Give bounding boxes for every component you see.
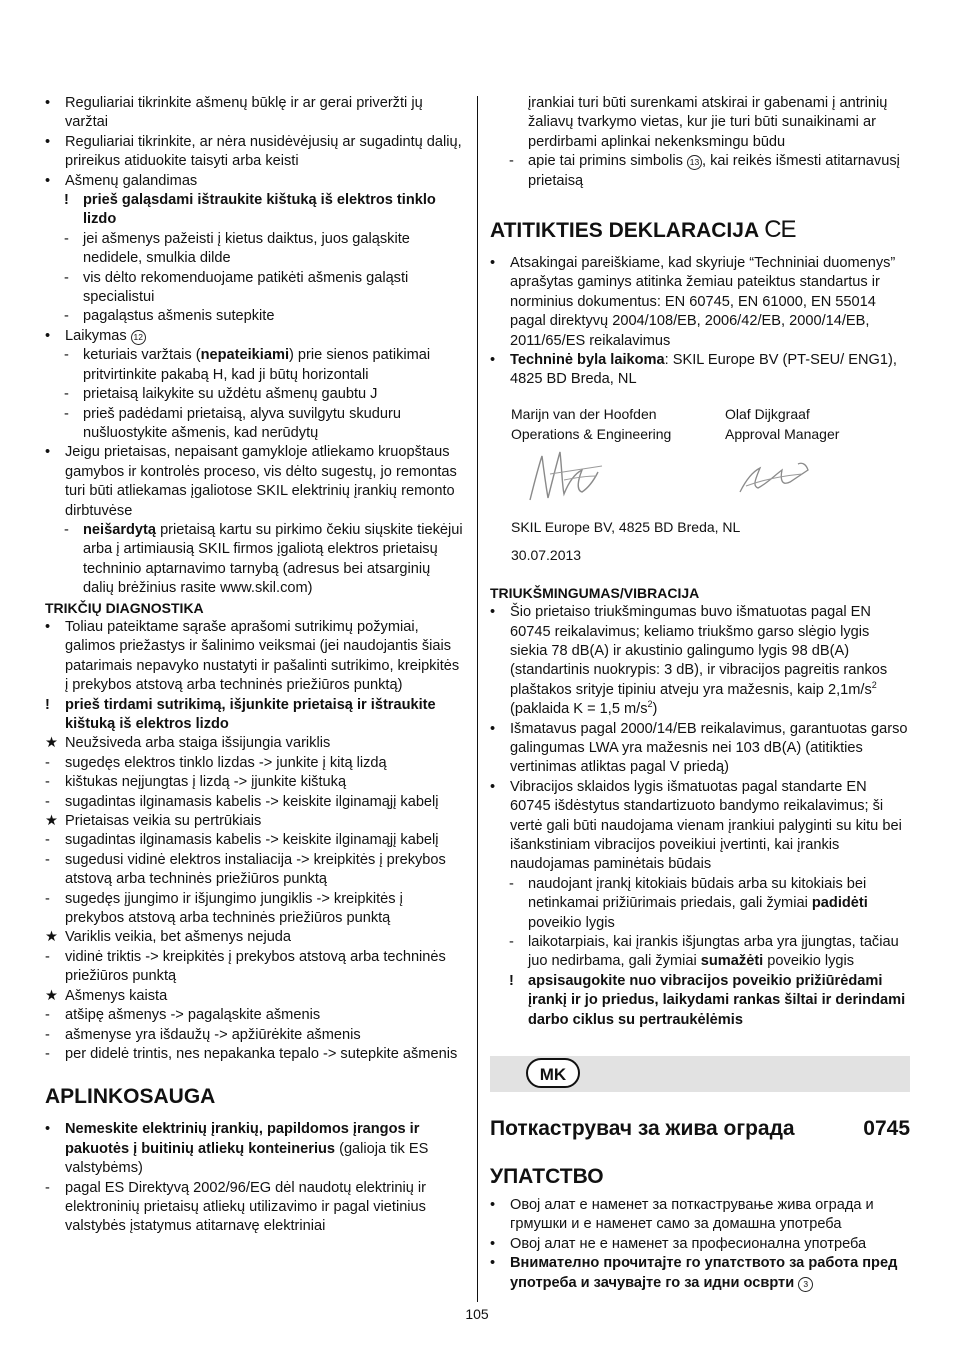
list-item bbox=[490, 1196, 910, 1235]
language-badge: MK bbox=[526, 1058, 580, 1088]
item-text: Reguliariai tikrinkite ašmenų būklę ir ar gerai priveržti jų varžtai bbox=[65, 95, 423, 131]
page-number: 105 bbox=[465, 1306, 489, 1322]
mk-manual-heading bbox=[490, 1164, 910, 1190]
bullet-mark: • bbox=[490, 778, 496, 795]
item-text: Reguliariai tikrinkite, ar nėra nusidėvėjusių ar sugadintų dalių, prireikus atiduokite taisyti arba keisti bbox=[65, 133, 462, 170]
item-text: Laikymas bbox=[65, 327, 127, 344]
sub-text: ašmenyse yra išdaužų -> apžiūrėkite ašmenis bbox=[65, 1026, 361, 1043]
dash-mark: - bbox=[64, 269, 69, 286]
declaration-heading bbox=[490, 217, 910, 244]
ce-mark-icon: CE bbox=[764, 216, 796, 244]
list-item bbox=[45, 618, 465, 696]
list-item bbox=[45, 443, 465, 521]
star-mark: ★ bbox=[45, 929, 59, 946]
symptom-text: Ašmenys kaista bbox=[65, 987, 168, 1004]
figure-ref-13: 13 bbox=[687, 155, 702, 170]
sub-text: sugadintas ilginamasis kabelis -> keiskite ilginamąjį kabelį bbox=[65, 793, 439, 810]
list-item bbox=[490, 1254, 910, 1293]
superscript: 2 bbox=[871, 679, 877, 690]
item-text-bold: Внимателно прочитајте го упатството за работа пред употреба и зачувајте го за идни осврти bbox=[510, 1255, 898, 1291]
figure-ref-12: 12 bbox=[131, 330, 146, 345]
bullet-mark: • bbox=[45, 1121, 51, 1138]
sub-text: sugedusi vidinė elektros instaliacija -> kreipkitės į prekybos atstovą arba techninės priežiūros punktą bbox=[65, 851, 446, 888]
sub-item bbox=[45, 890, 465, 929]
list-item bbox=[490, 351, 910, 390]
item-text: Овој алат не е наменет за професионална употреба bbox=[510, 1235, 867, 1252]
dash-mark: - bbox=[64, 386, 69, 403]
item-text: Vibracijos sklaidos lygis išmatuotas pagal standarte EN 60745 išdėstytus standartizuoto bandymo reikalavimus; ši vertė gali būti naudojama vienam įrankiui palyginti su kitu bei išankstiniam vibracijos poveikiui įvertinti, kai įrankis naudojamas paminėtais būdais bbox=[510, 778, 902, 873]
sub-text: apie tai primins simbolis bbox=[528, 153, 683, 170]
symptom-item bbox=[45, 987, 465, 1006]
sub-text-bold: neišardytą bbox=[83, 521, 157, 538]
symptom-item bbox=[45, 928, 465, 947]
declaration-title: ATITIKTIES DEKLARACIJA bbox=[490, 219, 759, 243]
list-item bbox=[45, 327, 465, 346]
mk-model-number: 0745 bbox=[863, 1117, 910, 1141]
dash-mark: - bbox=[64, 521, 69, 538]
sub-text: sugedęs įjungimo ir išjungimo jungiklis -> kreipkitės į prekybos atstovą arba techninės priežiūros punktą bbox=[65, 890, 403, 927]
star-mark: ★ bbox=[45, 813, 59, 830]
sub-text: vis dėlto rekomenduojame patikėti ašmenis galąsti specialistui bbox=[83, 269, 409, 306]
bullet-mark: • bbox=[45, 327, 51, 344]
sub-item bbox=[45, 307, 465, 326]
sub-item bbox=[45, 754, 465, 773]
noise-heading: TRIUKŠMINGUMAS/VIBRACIJA bbox=[490, 584, 700, 601]
dash-mark: - bbox=[64, 230, 69, 247]
sub-text: , kai reikės išmesti atitarnavusį prietaisą bbox=[528, 153, 900, 189]
warning-text: prieš tirdami sutrikimą, išjunkite prietaisą ir ištraukite kištuką iš elektros lizdo bbox=[65, 696, 436, 732]
item-text: Toliau pateiktame sąraše aprašomi sutrikimų požymiai, galimos priežastys ir šalinimo veiksmai (jei naudojantis šiais patarimais nepavyko nustatyti ir pašalinti sutrikimo, kreipkitės į prekybos atstovą arba techninės priežiūros punktą) bbox=[65, 618, 460, 694]
list-item bbox=[45, 172, 465, 191]
sub-text: poveikio lygis bbox=[763, 953, 855, 970]
star-mark: ★ bbox=[45, 987, 59, 1004]
figure-ref-3: 3 bbox=[798, 1277, 813, 1292]
bullet-mark: • bbox=[45, 444, 51, 461]
sub-item bbox=[45, 851, 465, 890]
list-item bbox=[45, 94, 465, 133]
sub-text-bold: nepateikiami bbox=[200, 347, 290, 364]
sub-text: prietaisą laikykite su uždėtu ašmenų gaubtu J bbox=[83, 386, 378, 403]
dash-mark: - bbox=[45, 1045, 50, 1062]
signatory-2-name: Olaf Dijkgraaf bbox=[725, 405, 810, 422]
bullet-mark: • bbox=[490, 1255, 496, 1272]
bullet-mark: • bbox=[45, 172, 51, 189]
list-item bbox=[45, 133, 465, 172]
sub-text: prieš padėdami prietaisą, alyva suvilgytu skuduru nušluostykite ašmenis, kad nerūdytų bbox=[83, 405, 401, 441]
sub-text: jei ašmenys pažeisti į kietus daiktus, juos galąskite nedidele, smulkia dilde bbox=[83, 230, 410, 267]
signatories-names bbox=[490, 404, 910, 424]
mk-manual-text: УПАТСТВО bbox=[490, 1165, 604, 1189]
sub-item bbox=[45, 1026, 465, 1045]
bullet-mark: • bbox=[490, 604, 496, 621]
sub-item bbox=[45, 521, 465, 599]
sub-item bbox=[45, 230, 465, 269]
symptom-text: Neužsiveda arba staiga išsijungia variklis bbox=[65, 735, 331, 752]
star-mark: ★ bbox=[45, 735, 59, 752]
warning-item bbox=[45, 191, 465, 230]
sub-text: vidinė triktis -> kreipkitės į prekybos atstovą arba techninės priežiūros punktą bbox=[65, 948, 446, 985]
item-text: Atsakingai pareiškiame, kad skyriuje “Techniniai duomenys” aprašytas gaminys atitinka žemiau pateiktus standartus ir norminius dokumentus: EN 60745, EN 61000, EN 55014 pagal direktyvų 2004/108/EB, 2006/42/EB, 2000/14/EB, 2011/65/ES reikalavimus bbox=[510, 255, 896, 349]
sub-text: keturiais varžtais ( bbox=[83, 347, 201, 364]
sub-item bbox=[45, 405, 465, 444]
dash-mark: - bbox=[64, 405, 69, 422]
dash-mark: - bbox=[45, 754, 50, 771]
list-item bbox=[490, 720, 910, 778]
sub-text: prietaisą kartu su pirkimo čekiu siųskite tiekėjui arba į artimiausią SKIL firmos įgaliotą elektros prietaisų techninio aptarnavimo tarnybą (adresus bei atsarginių dalių brėžinius rasite www.skil.com) bbox=[83, 521, 463, 597]
dash-mark: - bbox=[509, 875, 514, 892]
sub-text: atšipę ašmenys -> pagaląskite ašmenis bbox=[65, 1007, 321, 1024]
dash-mark: - bbox=[45, 851, 50, 868]
signatory-2-role: Approval Manager bbox=[725, 425, 840, 442]
bullet-mark: • bbox=[490, 352, 496, 369]
sub-item bbox=[45, 346, 465, 385]
signature-1-icon bbox=[490, 444, 910, 516]
dash-mark: - bbox=[45, 1179, 50, 1196]
warning-mark: ! bbox=[45, 696, 50, 713]
sub-item bbox=[45, 1045, 465, 1064]
dash-mark: - bbox=[45, 793, 50, 810]
bullet-mark: • bbox=[45, 133, 51, 150]
bullet-mark: • bbox=[45, 618, 51, 635]
company-address: SKIL Europe BV, 4825 BD Breda, NL bbox=[511, 518, 741, 535]
sub-item-continued bbox=[490, 94, 910, 152]
bullet-mark: • bbox=[45, 95, 51, 111]
sub-text: sugadintas ilginamasis kabelis -> keiskite ilginamąjį kabelį bbox=[65, 832, 439, 849]
right-column bbox=[490, 94, 910, 1293]
sub-item bbox=[45, 1179, 465, 1237]
warning-text: prieš galąsdami ištraukite kištuką iš elektros tinklo lizdo bbox=[83, 192, 436, 228]
item-text: Ašmenų galandimas bbox=[65, 172, 198, 189]
sub-item bbox=[45, 793, 465, 812]
dash-mark: - bbox=[509, 934, 514, 950]
declaration-date: 30.07.2013 bbox=[511, 547, 582, 564]
sub-item bbox=[490, 875, 910, 933]
signatory-1-name: Marijn van der Hoofden bbox=[511, 405, 657, 422]
bullet-mark: • bbox=[490, 720, 496, 737]
dash-mark: - bbox=[509, 153, 514, 170]
troubleshooting-heading: TRIKČIŲ DIAGNOSTIKA bbox=[45, 599, 204, 616]
warning-mark: ! bbox=[509, 972, 514, 989]
list-item bbox=[490, 1235, 910, 1254]
left-column bbox=[45, 94, 465, 1237]
sub-item bbox=[490, 152, 910, 191]
mk-product-title bbox=[490, 1116, 910, 1142]
sub-item bbox=[45, 773, 465, 792]
item-text-bold: Techninė byla laikoma bbox=[510, 352, 665, 369]
sub-text: pagaląstus ašmenis sutepkite bbox=[83, 308, 275, 325]
list-item bbox=[45, 1120, 465, 1178]
item-text: Išmatavus pagal 2000/14/EB reikalavimus, garantuotas garso galingumas LWA yra mažesnis nei 103 dB(A) (atitikties vertinimas atliktas pagal V priedą) bbox=[510, 720, 908, 776]
symptom-item bbox=[45, 734, 465, 753]
dash-mark: - bbox=[45, 948, 50, 965]
sub-text-bold: sumažėti bbox=[700, 953, 764, 970]
signatures bbox=[490, 444, 910, 516]
sub-text: poveikio lygis bbox=[528, 914, 615, 931]
item-text: (galioja tik ES valstybėms) bbox=[65, 1140, 429, 1177]
dash-mark: - bbox=[45, 890, 50, 907]
sub-item bbox=[45, 1006, 465, 1025]
list-item bbox=[490, 603, 910, 719]
item-text: (paklaida K = 1,5 m/s bbox=[510, 701, 648, 718]
item-text: : SKIL Europe BV (PT-SEU/ ENG1), 4825 BD Breda, NL bbox=[510, 352, 897, 388]
sub-text: įrankiai turi būti surenkami atskirai ir gabenami į antrinių žaliavų tvarkymo vietas, kur jie turi būti sunaikinami ar perdirbami aplinkai nekenksmingu būdu bbox=[528, 95, 888, 150]
bullet-mark: • bbox=[490, 255, 496, 272]
list-item bbox=[490, 254, 910, 351]
sub-item bbox=[490, 933, 910, 972]
sub-item bbox=[45, 385, 465, 404]
symptom-item bbox=[45, 812, 465, 831]
sub-text: sugedęs elektros tinklo lizdas -> junkite į kitą lizdą bbox=[65, 754, 387, 771]
dash-mark: - bbox=[45, 1026, 50, 1043]
warning-mark: ! bbox=[64, 192, 69, 209]
environment-heading: APLINKOSAUGA bbox=[45, 1085, 216, 1109]
item-text: Jeigu prietaisas, nepaisant gamykloje atliekamo kruopštaus gamybos ir kontrolės proceso, vis dėlto sugestų, jo remontas turi būti atliekamas įgaliotose SKIL elektrinių įrankių remonto dirbtuvėse bbox=[65, 444, 457, 519]
item-text: ) bbox=[652, 701, 658, 718]
superscript: 2 bbox=[647, 699, 653, 710]
sub-item bbox=[45, 269, 465, 308]
column-divider bbox=[477, 96, 478, 1302]
warning-item bbox=[45, 696, 465, 735]
symptom-text: Variklis veikia, bet ašmenys nejuda bbox=[65, 929, 292, 946]
dash-mark: - bbox=[45, 774, 50, 791]
sub-text: laikotarpiais, kai įrankis išjungtas arba yra įjungtas, tačiau juo nedirbama, gali žymiai bbox=[528, 934, 899, 970]
mk-title-text: Поткаструвач за жива ограда bbox=[490, 1117, 795, 1141]
sub-item bbox=[45, 831, 465, 850]
warning-item bbox=[490, 972, 910, 1030]
bullet-mark: • bbox=[490, 1197, 496, 1214]
list-item bbox=[490, 778, 910, 875]
sub-item bbox=[45, 948, 465, 987]
language-band bbox=[490, 1056, 910, 1092]
item-text: Овој алат е наменет за поткастрување жива ограда и грмушки и е наменет само за домашна употреба bbox=[510, 1197, 874, 1233]
item-text: Šio prietaiso triukšmingumas buvo išmatuotas pagal EN 60745 reikalavimus; keliamo triukšmo garso slėgio lygis siekia 78 dB(A) ir akustinio galingumo lygis 98 dB(A) (standartinis nuokrypis: 3 dB), ir vibracijos pagreitis rankos plaštakos srityje tipiniu atveju yra mažesnis, kaip 2,1m/s bbox=[510, 604, 888, 698]
sub-text: kištukas neįjungtas į lizdą -> įjunkite kištuką bbox=[65, 774, 347, 791]
dash-mark: - bbox=[45, 832, 50, 849]
sub-text: naudojant įrankį kitokiais būdais arba su kitokiais bei netinkamai prižiūrimais priedais, gali žymiai bbox=[528, 875, 867, 912]
sub-text-bold: padidėti bbox=[811, 895, 868, 912]
item-text-bold: Nemeskite elektrinių įrankių, papildomos įrangos ir pakuotės į buitinių atliekų konteinerius bbox=[65, 1121, 420, 1157]
sub-text: ) prie sienos patikimai pritvirtinkite pakabą H, kad ji būtų horizontali bbox=[83, 347, 431, 383]
warning-text: apsisaugokite nuo vibracijos poveikio prižiūrėdami įrankį ir jo priedus, laikydami rankas šiltai ir derindami darbo ciklus su pertraukėlėmis bbox=[528, 972, 906, 1028]
signatories-roles bbox=[490, 424, 910, 444]
sub-text: pagal ES Direktyvą 2002/96/EG dėl naudotų elektrinių ir elektroninių prietaisų atliekų utilizavimo ir pagal vietinius valstybės įstatymus atitarnavę elektriniai bbox=[65, 1179, 427, 1235]
signatory-1-role: Operations & Engineering bbox=[511, 425, 672, 442]
dash-mark: - bbox=[64, 347, 69, 364]
bullet-mark: • bbox=[490, 1235, 496, 1252]
dash-mark: - bbox=[64, 308, 69, 325]
dash-mark: - bbox=[45, 1007, 50, 1024]
sub-text: per didelė trintis, nes nepakanka tepalo -> sutepkite ašmenis bbox=[65, 1045, 458, 1062]
symptom-text: Prietaisas veikia su pertrūkiais bbox=[65, 813, 262, 830]
